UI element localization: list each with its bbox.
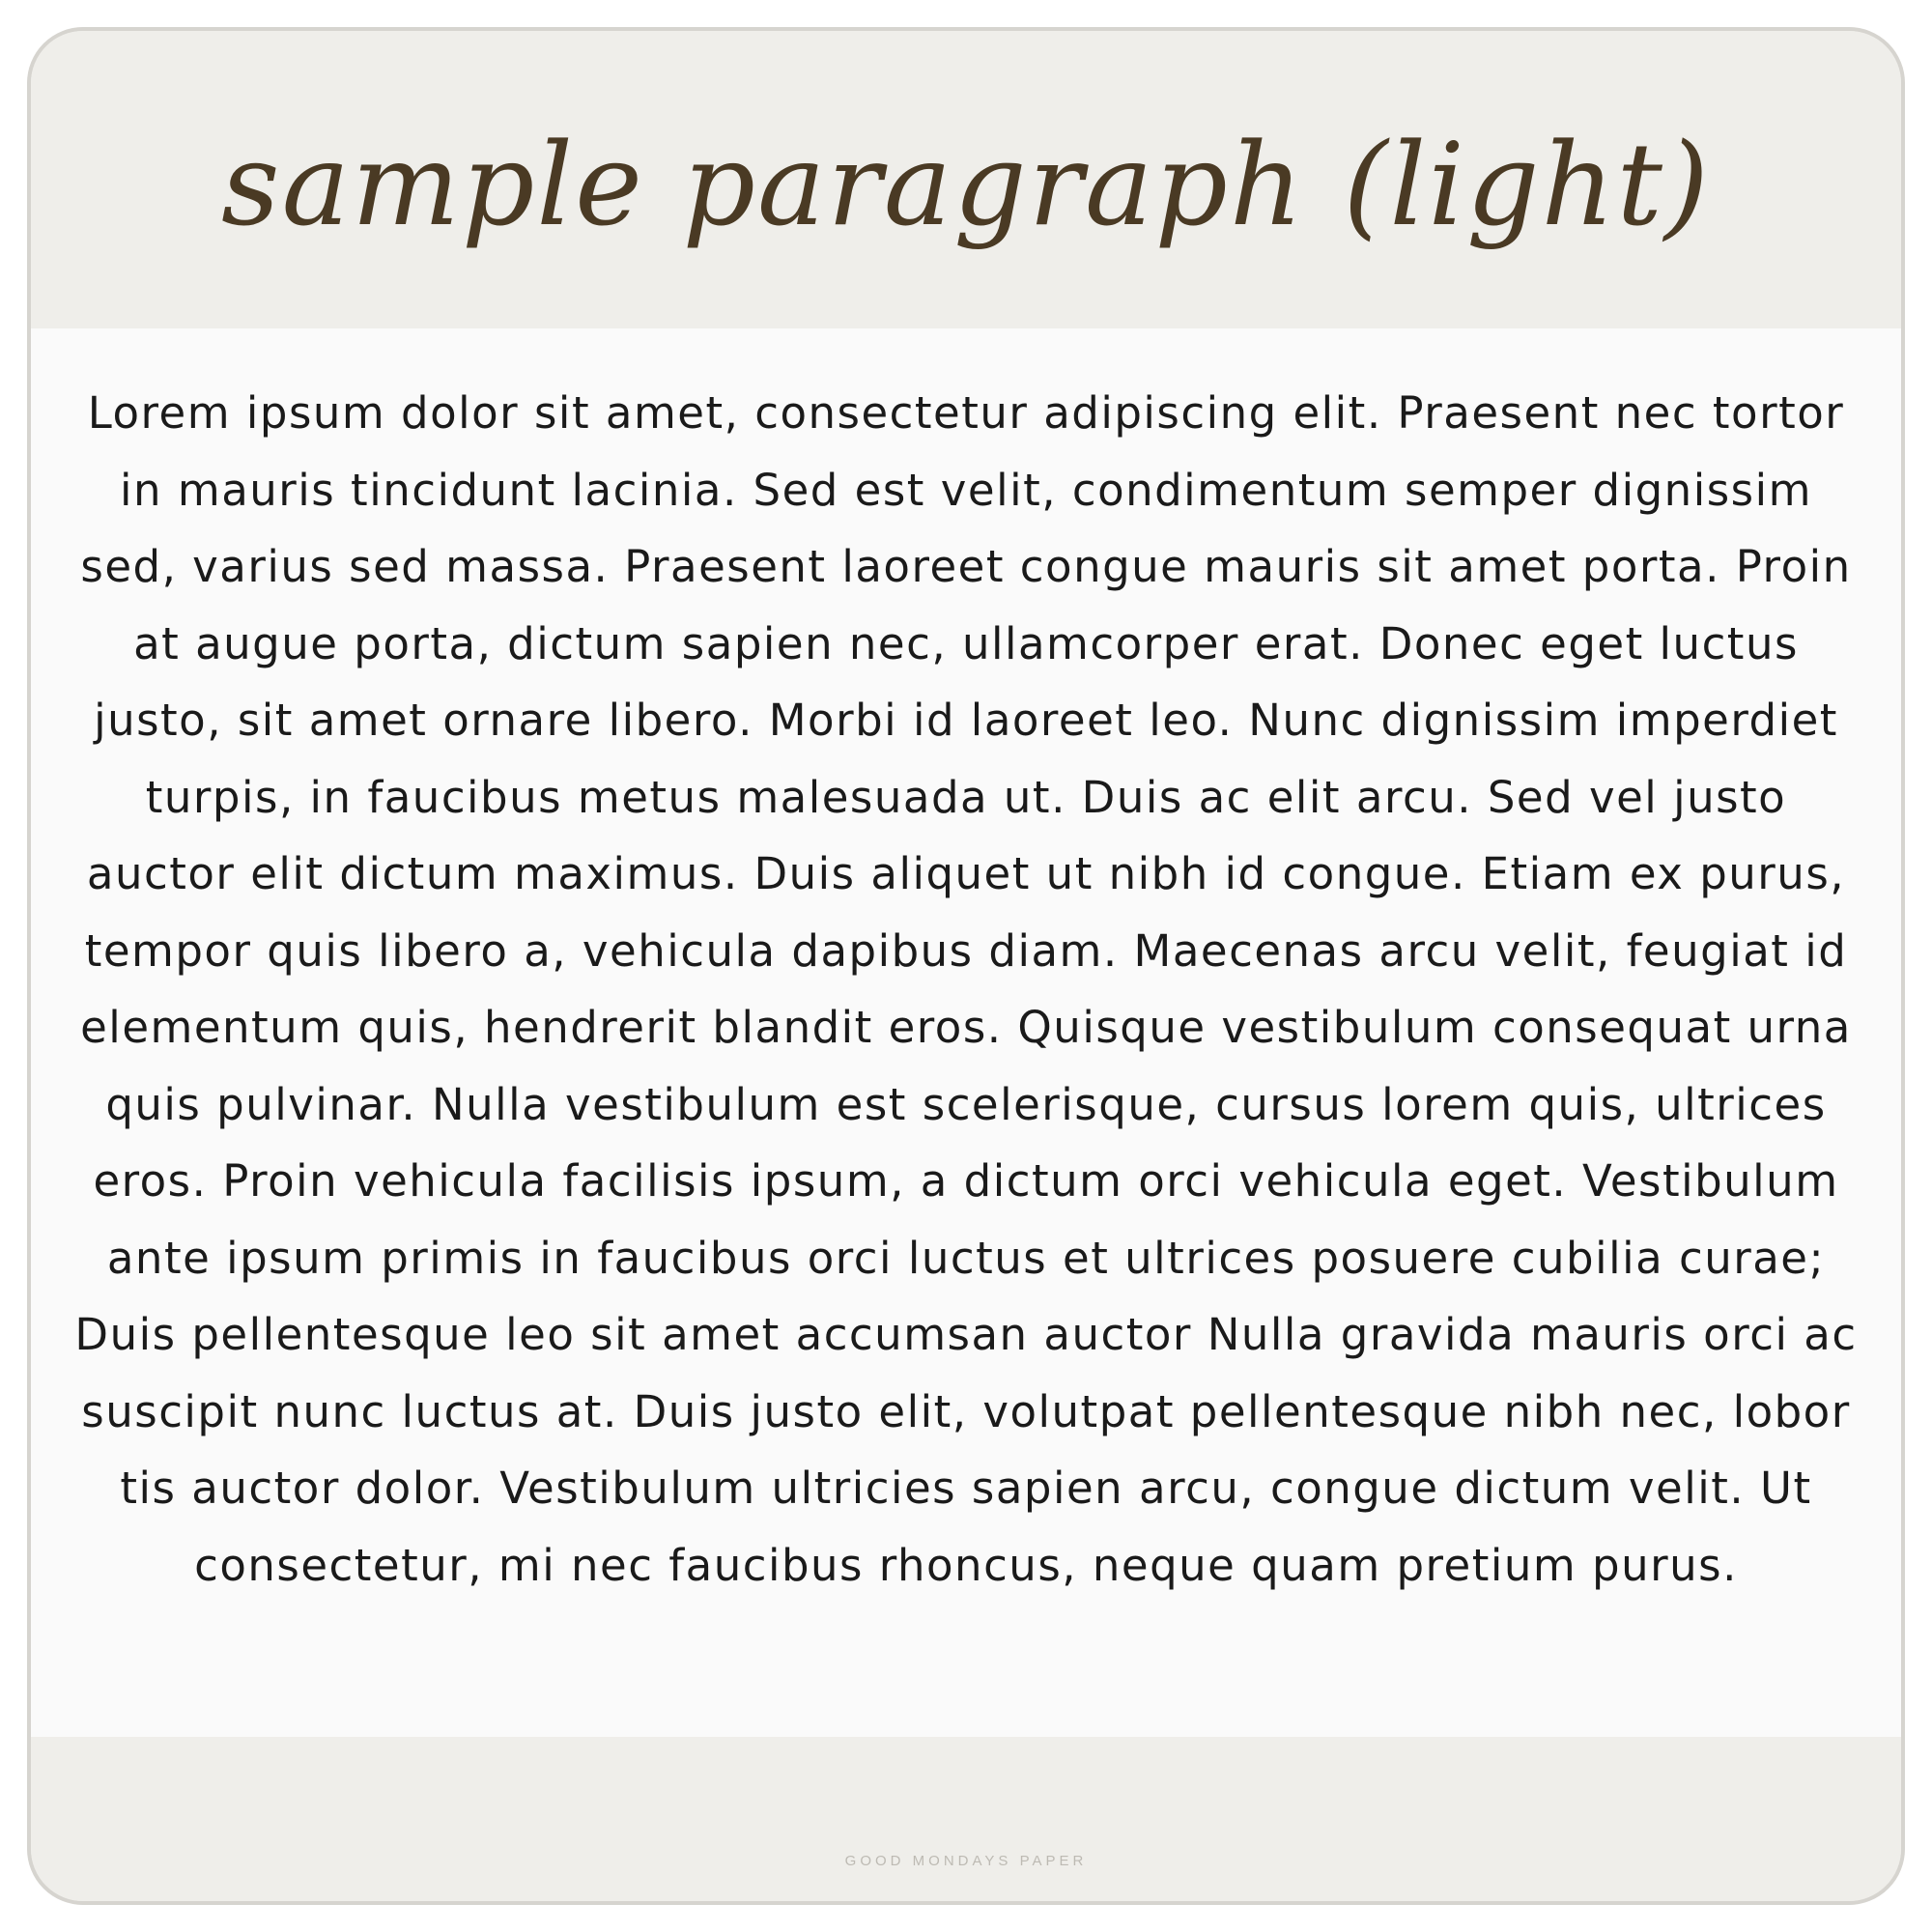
page-title: sample paragraph (light) (221, 118, 1711, 251)
footer-band (31, 1737, 1901, 1905)
sample-paragraph: Lorem ipsum dolor sit amet, consectetur adipiscing elit. Praesent nec tortor in mauris tincidunt lacinia. Sed est velit, condimentum semper dignissim sed, varius sed massa. Praesent laoreet congue mauris sit amet porta. Proin at augue porta, dictum sapien nec, ullamcorper erat. Donec eget luctus justo, sit amet ornare libero. Morbi id laoreet leo. Nunc dignissim imperdiet turpis, in faucibus metus malesuada ut. Duis ac elit arcu. Sed vel justo auctor elit dictum maximus. Duis aliquet ut nibh id congue. Etiam ex purus, tempor quis libero a, vehicula dapibus diam. Maecenas arcu velit, feugiat id elementum quis, hendrerit blandit eros. Quisque vestibulum consequat urna quis pulvinar. Nulla vestibulum est scelerisque, cursus lorem quis, ultrices eros. Proin vehicula facilisis ipsum, a dictum orci vehicula eget. Vestibulum ante ipsum primis in faucibus orci luctus et ultrices posuere cubilia curae; Duis pellentesque leo sit amet accumsan auctor Nulla gravida mauris orci ac suscipit nunc luctus at. Duis justo elit, volutpat pellentesque nibh nec, lobor tis auctor dolor. Vestibulum ultricies sapien arcu, congue dictum velit. Ut consectetur, mi nec faucibus rhoncus, neque quam pretium purus. (74, 387, 1858, 1591)
content-area (31, 328, 1901, 1737)
sample-card (27, 27, 1905, 1905)
header-band (31, 31, 1901, 328)
brand-watermark: GOOD MONDAYS PAPER (844, 1853, 1088, 1869)
